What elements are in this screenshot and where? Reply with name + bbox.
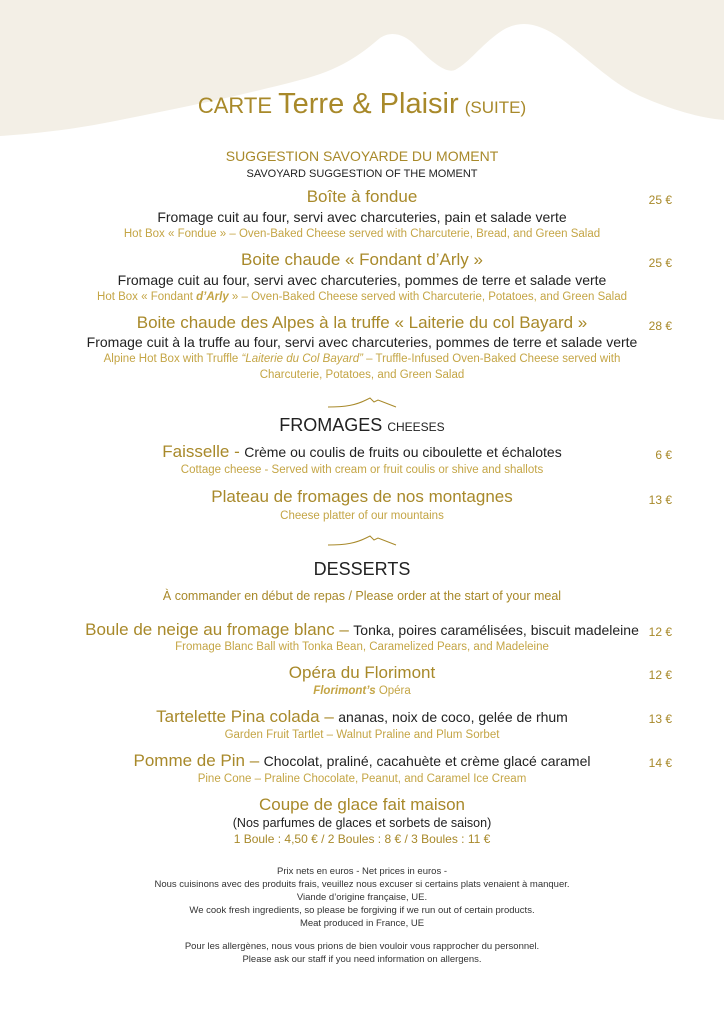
menu-item-description-en [0,353,724,365]
menu-item-name: Boite chaude des Alpes à la truffe « Laiterie du col Bayard » [136,313,588,332]
desc-en-emphasis: Florimont’s [313,685,376,697]
footer-line: Meat produced in France, UE [299,918,425,929]
menu-item-boule-de-neige [0,620,724,640]
menu-item-description-en-line2: Charcuterie, Potatoes, and Green Salad [259,369,465,381]
menu-item-name: Faisselle - [162,442,240,461]
coupe-de-glace-name: Coupe de glace fait maison [258,795,466,814]
menu-item-description-en: Cottage cheese - Served with cream or fruit coulis or shive and shallots [180,464,544,476]
desc-en-emphasis: “Laiterie du Col Bayard” [241,353,363,365]
desc-en-part: Hot Box « Fondant [97,291,193,303]
section-title-text: FROMAGES [279,415,383,435]
desc-en-part: Alpine Hot Box with Truffle [103,353,239,365]
menu-item-price: 6 € [655,448,672,462]
title-main: Terre & Plaisir [278,88,459,120]
menu-item-price: 12 € [648,625,672,639]
section-title-desserts: DESSERTS [313,559,411,579]
savoyarde-subheading: SAVOYARD SUGGESTION OF THE MOMENT [246,168,478,180]
menu-item-detail: Crème ou coulis de fruits ou ciboulette et échalotes [244,444,562,460]
coupe-de-glace-sub: (Nos parfumes de glaces et sorbets de saison) [232,816,492,830]
title-carte: CARTE [197,93,273,118]
menu-item-tartelette [0,707,724,727]
section-title-en: CHEESES [387,420,445,434]
menu-item-faisselle [0,442,724,462]
menu-item-price: 25 € [648,256,672,270]
menu-item-name: Boîte à fondue [306,187,418,206]
menu-item-description-en: Cheese platter of our mountains [280,510,444,522]
menu-item-price: 28 € [648,319,672,333]
menu-item-description-en: Hot Box « Fondue » – Oven-Baked Cheese served with Charcuterie, Bread, and Green Salad [123,228,601,240]
menu-item-name: Boite chaude « Fondant d’Arly » [241,250,483,269]
section-title-fromages [0,415,724,436]
menu-item-name: Boule de neige au fromage blanc – [85,620,349,639]
savoyarde-heading: SUGGESTION SAVOYARDE DU MOMENT [225,148,499,164]
menu-item-name: Plateau de fromages de nos montagnes [211,487,513,506]
footer-allergen-line: Please ask our staff if you need information on allergens. [242,954,482,965]
footer-line: Viande d’origine française, UE. [296,892,428,903]
menu-item-description-en: Pine Cone – Praline Chocolate, Peanut, and Caramel Ice Cream [197,773,527,785]
footer-line: Prix nets en euros - Net prices in euros - [276,866,447,877]
menu-item-price: 13 € [648,712,672,726]
menu-item-detail: Tonka, poires caramélisées, biscuit madeleine [353,622,639,638]
menu-item-price: 13 € [648,493,672,507]
desc-en-emphasis: d’Arly [196,291,229,303]
footer-line: We cook fresh ingredients, so please be forgiving if we run out of certain products. [189,905,535,916]
menu-item-price: 14 € [648,756,672,770]
mountain-divider-icon [326,532,398,548]
menu-item-description-fr: Fromage cuit au four, servi avec charcuteries, pommes de terre et salade verte [117,272,607,288]
menu-item-price: 12 € [648,668,672,682]
menu-item-description-fr: Fromage cuit au four, servi avec charcuteries, pain et salade verte [157,209,567,225]
menu-item-pomme-de-pin [0,751,724,771]
menu-item-description-en [0,685,724,697]
coupe-de-glace-prices: 1 Boule : 4,50 € / 2 Boules : 8 € / 3 Boules : 11 € [233,832,491,846]
menu-item-description-en: Garden Fruit Tartlet – Walnut Praline and Plum Sorbet [224,729,500,741]
mountain-divider-icon [326,394,398,410]
menu-item-price: 25 € [648,193,672,207]
menu-item-description-fr: Fromage cuit à la truffe au four, servi avec charcuteries, pommes de terre et salade verte [86,334,638,350]
page-title [0,88,724,121]
menu-item-name: Tartelette Pina colada – [156,707,334,726]
menu-item-description-en: Fromage Blanc Ball with Tonka Bean, Caramelized Pears, and Madeleine [175,641,549,653]
menu-item-name: Opéra du Florimont [288,663,436,682]
desc-en-part: Opéra [378,685,411,697]
desc-en-part: – Truffle-Infused Oven-Baked Cheese served with [366,353,621,365]
footer-allergen-line: Pour les allergènes, nous vous prions de bien vouloir vous rapprocher du personnel. [184,941,540,952]
menu-item-detail: ananas, noix de coco, gelée de rhum [338,709,568,725]
menu-item-name: Pomme de Pin – [133,751,260,770]
footer-line: Nous cuisinons avec des produits frais, veuillez nous excuser si certains plats venaient à manquer. [154,879,570,890]
menu-item-description-en [0,291,724,303]
menu-item-detail: Chocolat, praliné, cacahuète et crème glacé caramel [263,753,591,769]
desserts-order-note: À commander en début de repas / Please order at the start of your meal [162,589,562,603]
title-suite: (SUITE) [464,98,527,117]
desc-en-part: » – Oven-Baked Cheese served with Charcuterie, Potatoes, and Green Salad [231,291,627,303]
